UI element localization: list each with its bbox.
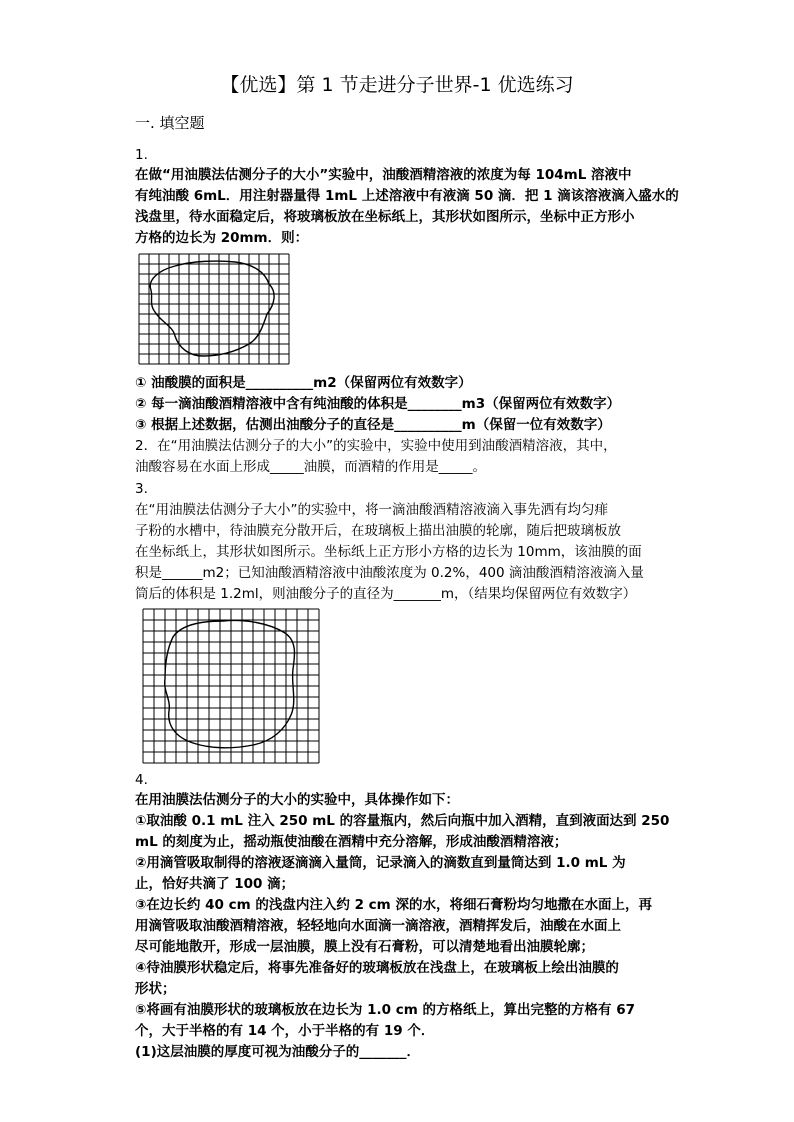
q3-line-4: 积是______m2；已知油酸酒精溶液中油酸浓度为 0.2%，400 滴油酸酒精溶液滴入量 [135, 565, 644, 581]
q3-line-3: 在坐标纸上，其形状如图所示。坐标纸上正方形小方格的边长为 10mm，该油膜的面 [135, 544, 642, 560]
q4-line-5: 止，恰好共滴了 100 滴； [135, 876, 295, 892]
q1-number: 1. [135, 147, 148, 163]
q3-line-1: 在“用油膜法估测分子大小”的实验中，将一滴油酸酒精溶液滴入事先洒有均匀痱 [135, 502, 608, 518]
q4-number: 4. [135, 772, 148, 788]
q3-number: 3. [135, 481, 148, 497]
q1-sub-2: ② 每一滴油酸酒精溶液中含有纯油酸的体积是________m3（保留两位有效数字） [135, 396, 621, 412]
q4-line-12: 个，大于半格的有 14 个，小于半格的有 19 个． [135, 1023, 435, 1039]
q4-line-9: ④待油膜形状稳定后，将事先准备好的玻璃板放在浅盘上，在玻璃板上绘出油膜的 [135, 960, 619, 976]
q3-line-5: 筒后的体积是 1.2ml，则油酸分子的直径为_______m，（结果均保留两位有效数字） [135, 586, 637, 602]
q1-line-2: 有纯油酸 6mL．用注射器量得 1mL 上述溶液中有液滴 50 滴．把 1 滴该溶液滴入盛水的 [135, 188, 679, 204]
q4-line-3: mL 的刻度为止，摇动瓶使油酸在酒精中充分溶解，形成油酸酒精溶液； [135, 834, 568, 850]
q1-line-4: 方格的边长为 20mm．则： [135, 230, 309, 246]
q1-line-1: 在做“用油膜法估测分子的大小”实验中，油酸酒精溶液的浓度为每 104mL 溶液中 [135, 167, 632, 183]
q4-line-6: ③在边长约 40 cm 的浅盘内注入约 2 cm 深的水，将细石膏粉均匀地撒在水面上，再 [135, 897, 652, 913]
q4-line-1: 在用油膜法估测分子的大小的实验中，具体操作如下： [135, 792, 459, 808]
q4-line-13: (1)这层油膜的厚度可视为油酸分子的_______． [135, 1044, 420, 1060]
q3-oil-film-grid-figure [141, 607, 323, 765]
q4-line-2: ①取油酸 0.1 mL 注入 250 mL 的容量瓶内，然后向瓶中加入酒精，直到液面达到 250 [135, 813, 670, 829]
q4-line-4: ②用滴管吸取制得的溶液逐滴滴入量筒，记录滴入的滴数直到量筒达到 1.0 mL 为 [135, 855, 626, 871]
q2-line-2: 油酸容易在水面上形成_____油膜，而酒精的作用是_____。 [135, 459, 486, 475]
section-heading: 一. 填空题 [135, 114, 205, 132]
q1-line-3: 浅盘里，待水面稳定后，将玻璃板放在坐标纸上，其形状如图所示，坐标中正方形小 [135, 209, 635, 225]
q3-line-2: 子粉的水槽中，待油膜充分散开后，在玻璃板上描出油膜的轮廓，随后把玻璃板放 [135, 523, 621, 539]
q4-line-7: 用滴管吸取油酸酒精溶液，轻轻地向水面滴一滴溶液，酒精挥发后，油酸在水面上 [135, 918, 621, 934]
q1-oil-film-grid-figure [137, 252, 292, 370]
q2-line-1: 2．在“用油膜法估测分子的大小”的实验中，实验中使用到油酸酒精溶液，其中， [135, 438, 617, 454]
q1-sub-1: ① 油酸膜的面积是__________m2（保留两位有效数字） [135, 375, 472, 391]
q4-line-10: 形状； [135, 981, 176, 997]
page-title: 【优选】第 1 节走进分子世界-1 优选练习 [220, 74, 574, 96]
q4-line-11: ⑤将画有油膜形状的玻璃板放在边长为 1.0 cm 的方格纸上，算出完整的方格有 67 [135, 1002, 636, 1018]
q1-sub-3: ③ 根据上述数据，估测出油酸分子的直径是__________m（保留一位有效数字） [135, 417, 611, 433]
q4-line-8: 尽可能地散开，形成一层油膜，膜上没有石膏粉，可以清楚地看出油膜轮廓； [135, 939, 594, 955]
